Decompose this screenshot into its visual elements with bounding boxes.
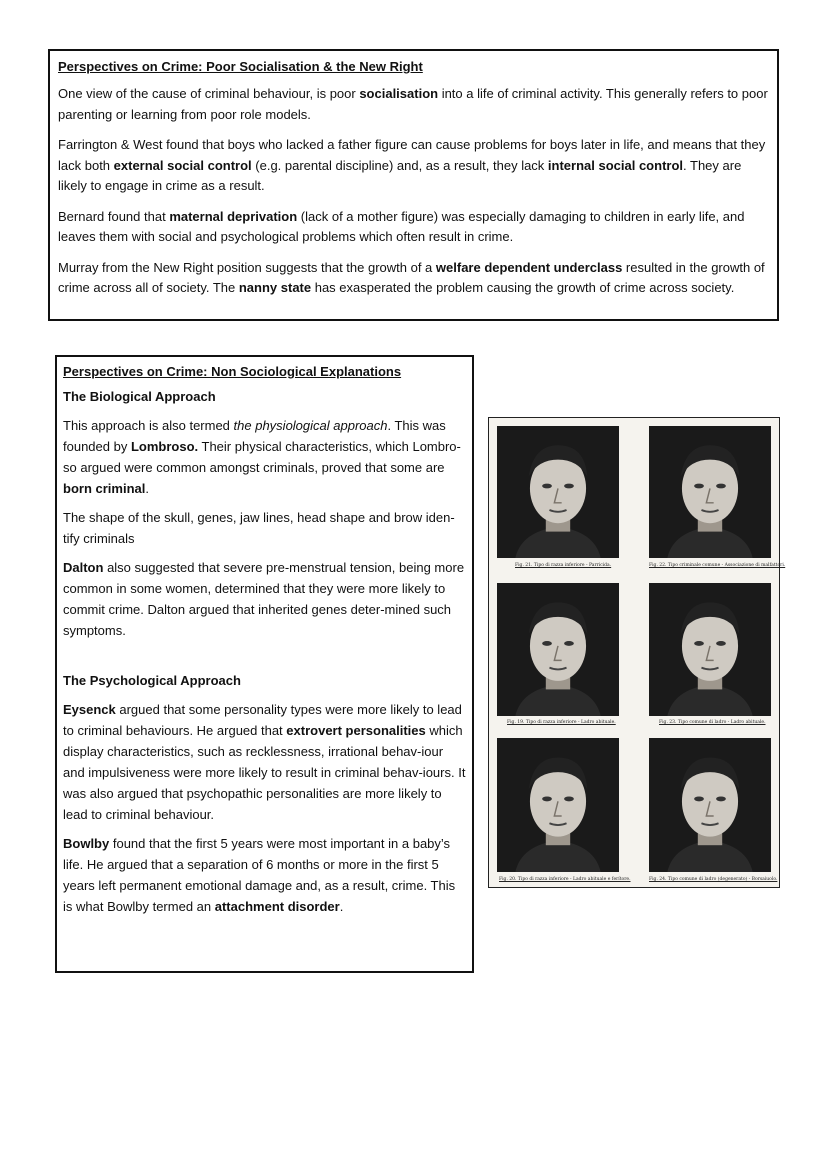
section-heading: Perspectives on Crime: Non Sociological Explanations [63, 364, 402, 379]
subheading-psychological: The Psychological Approach [63, 673, 241, 688]
portrait-caption: Fig. 22. Tipo criminale comune - Associazione di malfattori. [649, 563, 786, 568]
paragraph-skull-shape: The shape of the skull, genes, jaw lines, head shape and brow iden-tify criminals [63, 510, 455, 546]
paragraph-murray: Murray from the New Right position suggests that the growth of a welfare dependent underclass resulted in the growth of crime across all of society. The nanny state has exasperated the problem causing the growth of crime across society. [58, 259, 765, 295]
portrait-photo [497, 426, 619, 558]
portrait-caption: Fig. 21. Tipo di razza inferiore - Parricida. [515, 563, 612, 568]
section-heading: Perspectives on Crime: Poor Socialisation & the New Right [58, 59, 423, 74]
portrait-photo [649, 738, 771, 872]
paragraph-lombroso: This approach is also termed the physiological approach. This was founded by Lombroso. Their physical characteristics, which Lombro-so argued were common amongst criminals, proved that some are born criminal. [63, 418, 461, 496]
portrait-caption: Fig. 20. Tipo di razza inferiore - Ladro abituale e ferítore. [499, 877, 631, 882]
portrait-photo [497, 738, 619, 872]
portrait-caption: Fig. 24. Tipo comune di ladro (degenerato) - Borsaiuolo. [649, 877, 778, 882]
portrait-photo [497, 583, 619, 716]
portrait-caption: Fig. 19. Tipo di razza inferiore - Ladro abituale. [507, 720, 616, 725]
paragraph-bernard: Bernard found that maternal deprivation (lack of a mother figure) was especially damaging to children in early life, and leaves them with social and psychological problems which often result in crime. [58, 208, 745, 244]
section-socialisation [48, 49, 779, 321]
criminal-portraits-plate [488, 417, 786, 888]
paragraph-farrington-west: Farrington & West found that boys who lacked a father figure can cause problems for boys later in life, and means that they lack both external social control (e.g. parental discipline) and, as a result, they lack internal social control. They are likely to engage in crime as a result. [58, 137, 766, 193]
paragraph-socialisation: One view of the cause of criminal behaviour, is poor socialisation into a life of criminal activity. This generally refers to poor parenting or learning from poor role models. [58, 86, 768, 122]
subheading-biological: The Biological Approach [63, 389, 216, 404]
portrait-photo [649, 426, 771, 558]
paragraph-bowlby: Bowlby found that the first 5 years were most important in a baby’s life. He argued that a separation of 6 months or more in the first 5 years left permanent emotional damage and, as a result, crime. This is what Bowlby termed an attachment disorder. [63, 836, 456, 914]
paragraph-dalton: Dalton also suggested that severe pre-menstrual tension, being more common in some women, determined that they were more likely to commit crime. Dalton argued that inherited genes deter-mined such symptoms. [63, 560, 465, 638]
portrait-caption: Fig. 23. Tipo comune di ladro - Ladro abituale. [659, 720, 766, 725]
section-non-sociological [55, 355, 474, 973]
paragraph-eysenck: Eysenck argued that some personality types were more likely to lead to criminal behaviours. He argued that extrovert personalities which display characteristics, such as recklessness, irrational behav-iour and impulsiveness were more likely to result in criminal behav-iours. It was also argued that psychopathic personalities are more likely to lead to criminal behaviour. [63, 702, 466, 822]
portrait-photo [649, 583, 771, 716]
